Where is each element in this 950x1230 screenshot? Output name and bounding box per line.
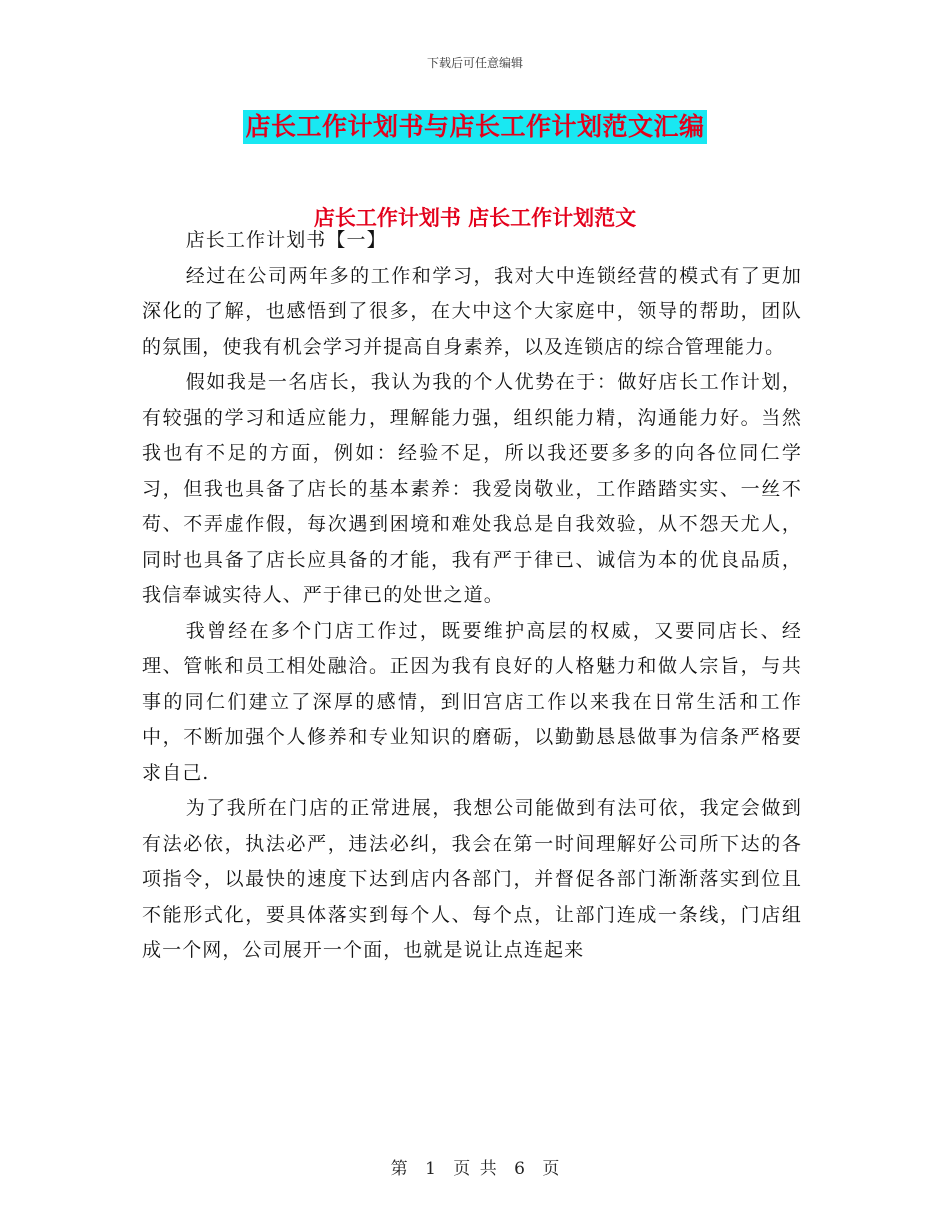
footer-total-pages: 6 xyxy=(514,1159,525,1179)
document-subtitle: 店长工作计划书 店长工作计划范文 xyxy=(313,205,637,230)
section-heading: 店长工作计划书【一】 xyxy=(185,229,387,251)
page-footer xyxy=(0,1154,950,1179)
footer-prefix: 第 xyxy=(390,1159,408,1179)
body-paragraph-2: 假如我是一名店长，我认为我的个人优势在于：做好店长工作计划，有较强的学习和适应能力，理解能力强，组织能力精，沟通能力好。当然我也有不足的方面，例如：经验不足，所以我还要多多的向各位同仁学习，但我也具备了店长的基本素养：我爱岗敬业，工作踏踏实实、一丝不苟、不弄虚作假，每次遇到困境和难处我总是自我效验，从不怨天尤人，同时也具备了店长应具备的才能，我有严于律已、诚信为本的优良品质，我信奉诚实待人、严于律已的处世之道。 xyxy=(142,371,802,606)
footer-suffix: 页 xyxy=(542,1159,560,1179)
footer-middle: 页 共 xyxy=(453,1159,497,1179)
header-note: 下载后可任意编辑 xyxy=(426,56,523,70)
document-title-wrap xyxy=(0,110,950,144)
footer-page-number: 1 xyxy=(425,1159,436,1179)
document-title: 店长工作计划书与店长工作计划范文汇编 xyxy=(243,110,706,144)
body-paragraph-4: 为了我所在门店的正常进展，我想公司能做到有法可依，我定会做到有法必依，执法必严，违法必纠，我会在第一时间理解好公司所下达的各项指令，以最快的速度下达到店内各部门，并督促各部门渐渐落实到位且不能形式化，要具体落实到每个人、每个点，让部门连成一条线，门店组成一个网，公司展开一个面，也就是说让点连起来 xyxy=(142,797,802,961)
body-paragraph-3: 我曾经在多个门店工作过，既要维护高层的权威，又要同店长、经理、管帐和员工相处融洽。正因为我有良好的人格魅力和做人宗旨，与共事的同仁们建立了深厚的感情，到旧宫店工作以来我在日常生活和工作中，不断加强个人修养和专业知识的磨砺，以勤勤恳恳做事为信条严格要求自己. xyxy=(142,619,802,784)
document-body xyxy=(142,223,802,969)
body-paragraph-1: 经过在公司两年多的工作和学习，我对大中连锁经营的模式有了更加深化的了解，也感悟到了很多，在大中这个大家庭中，领导的帮助，团队的氛围，使我有机会学习并提高自身素养，以及连锁店的综合管理能力。 xyxy=(142,264,802,358)
